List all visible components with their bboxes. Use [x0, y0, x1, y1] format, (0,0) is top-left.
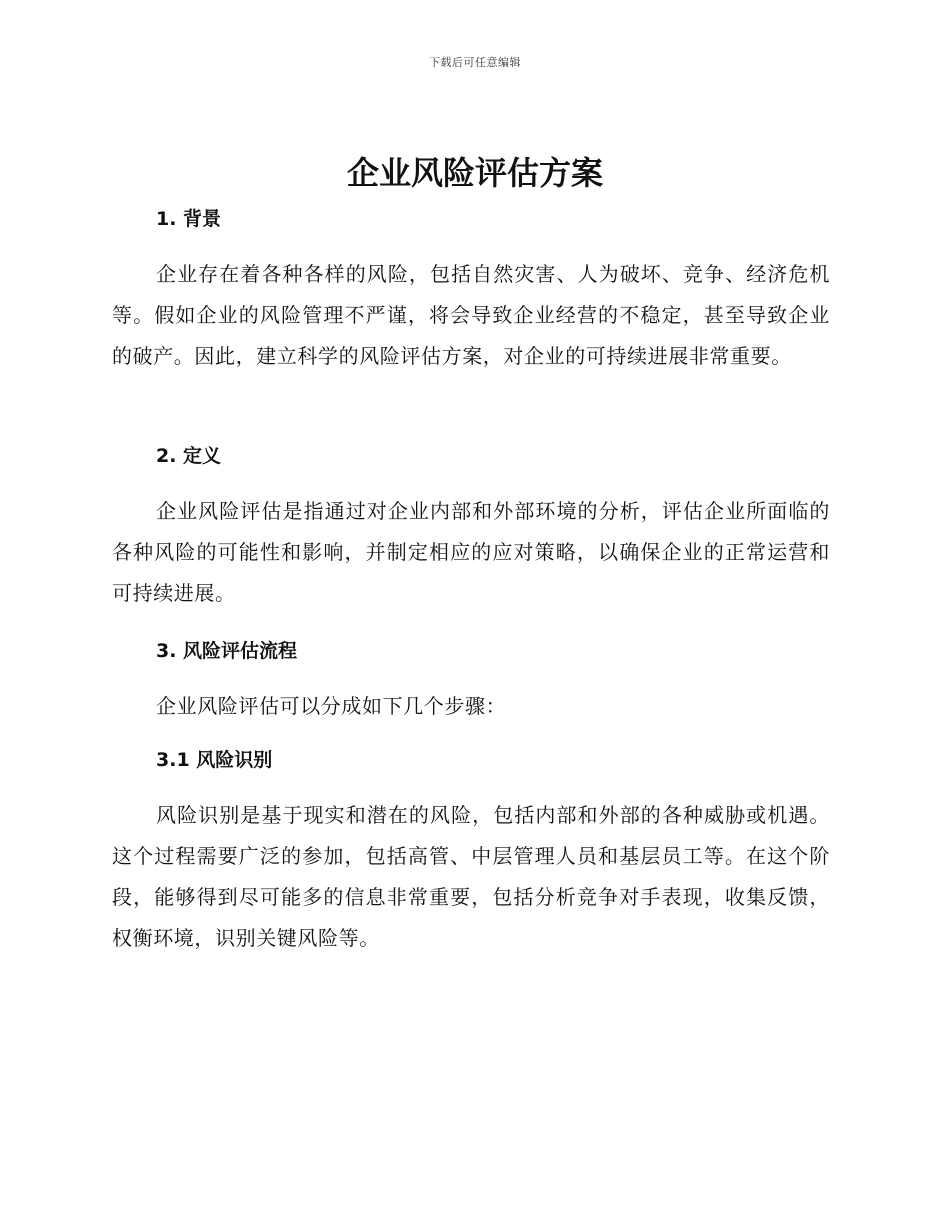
section-heading-process: 3. 风险评估流程 [156, 640, 298, 662]
header-note: 下载后可任意编辑 [429, 56, 521, 69]
section-heading-definition: 2. 定义 [156, 445, 222, 467]
section-paragraph-risk-identification: 风险识别是基于现实和潜在的风险，包括内部和外部的各种威胁或机遇。这个过程需要广泛的参加，包括高管、中层管理人员和基层员工等。在这个阶段，能够得到尽可能多的信息非常重要，包括分析竞争对手表现，收集反馈，权衡环境，识别关键风险等。 [112, 803, 830, 950]
section-heading-background: 1. 背景 [156, 208, 222, 230]
section-heading-risk-identification: 3.1 风险识别 [156, 749, 273, 771]
document-title: 企业风险评估方案 [346, 154, 603, 192]
section-paragraph-process: 企业风险评估可以分成如下几个步骤： [156, 694, 507, 718]
section-paragraph-background: 企业存在着各种各样的风险，包括自然灾害、人为破坏、竞争、经济危机等。假如企业的风险管理不严谨，将会导致企业经营的不稳定，甚至导致企业的破产。因此，建立科学的风险评估方案，对企业的可持续进展非常重要。 [112, 262, 830, 368]
section-paragraph-definition: 企业风险评估是指通过对企业内部和外部环境的分析，评估企业所面临的各种风险的可能性和影响，并制定相应的应对策略，以确保企业的正常运营和可持续进展。 [112, 499, 830, 605]
